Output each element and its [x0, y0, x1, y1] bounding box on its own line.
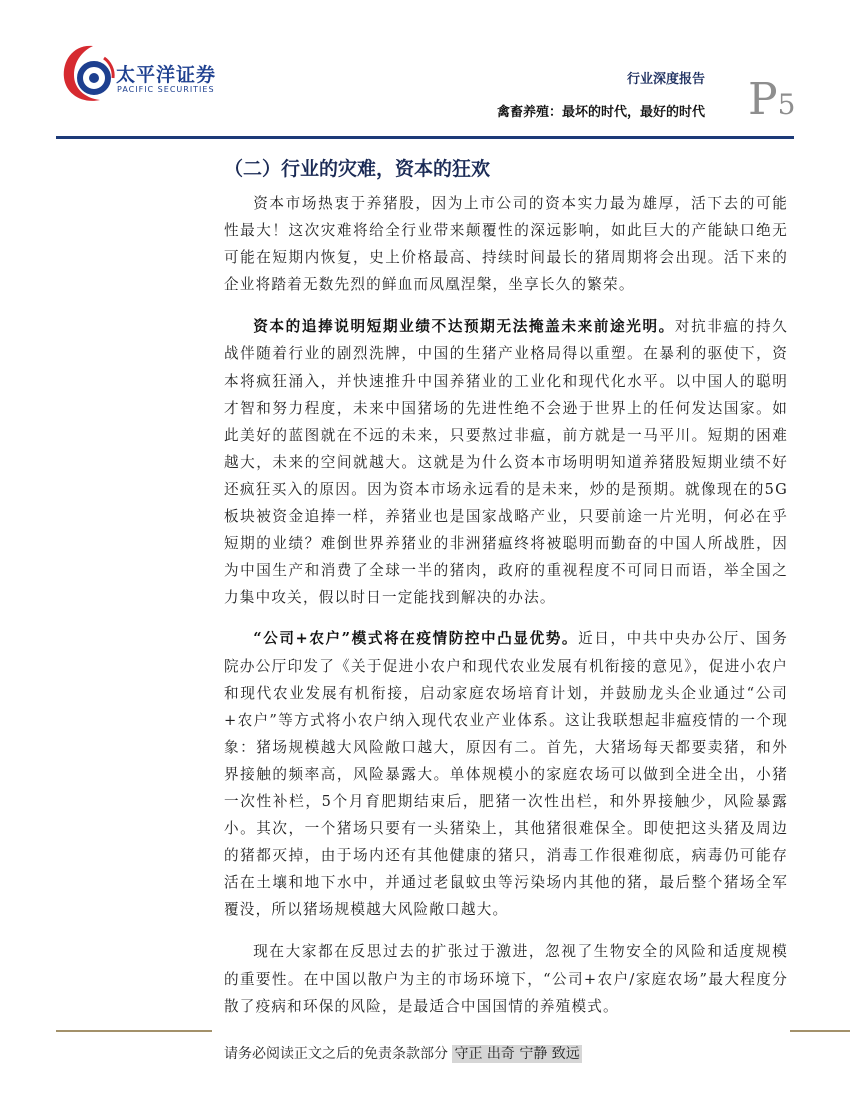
footer-motto: 守正 出奇 宁静 致远 — [454, 1046, 580, 1062]
page-number — [748, 74, 796, 125]
footer-disclaimer: 请务必阅读正文之后的免责条款部分 — [224, 1046, 448, 1062]
page-prefix: P — [748, 74, 778, 125]
paragraph-text: 近日，中共中央办公厅、国务院办公厅印发了《关于促进小农户和现代农业发展有机衔接的意见》，促进小农户和现代农业发展有机衔接，启动家庭农场培育计划，并鼓励龙头企业通过“公司+农户”等方式将小农户纳入现代农业产业体系。这让我联想起非瘟疫情的一个现象：猪场规模越大风险敞口越大，原因有二。首先，大猪场每天都要卖猪，和外界接触的频率高，风险暴露大。单体规模小的家庭农场可以做到全进全出，小猪一次性补栏，5个月育肥期结束后，肥猪一次性出栏，和外界接触少，风险暴露小。其次，一个猪场只要有一头猪染上，其他猪很难保全。即使把这头猪及周边的猪都灭掉，由于场内还有其他健康的猪只，消毒工作很难彻底，病毒仍可能存活在土壤和地下水中，并通过老鼠蚊虫等污染场内其他的猪，最后整个猪场全军覆没，所以猪场规模越大风险敞口越大。 — [224, 630, 789, 919]
brand-name-en: PACIFIC SECURITIES — [117, 85, 215, 94]
report-title: 禽畜养殖：最坏的时代，最好的时代 — [496, 105, 705, 120]
paragraph-text: 现在大家都在反思过去的扩张过于激进，忽视了生物安全的风险和适度规模的重要性。在中国以散户为主的市场环境下，“公司+农户/家庭农场”最大程度分散了疫病和环保的风险，是最适合中国国情的养殖模式。 — [224, 943, 788, 1015]
company-logo — [60, 40, 240, 108]
footer-divider-right — [790, 1030, 850, 1032]
paragraph-text: 对抗非瘟的持久战伴随着行业的剧烈洗牌，中国的生猪产业格局得以重塑。在暴利的驱使下，资本将疯狂涌入，并快速推升中国养猪业的工业化和现代化水平。以中国人的聪明才智和努力程度，未来中国猪场的先进性绝不会逊于世界上的任何发达国家。如此美好的蓝图就在不远的未来，只要熬过非瘟，前方就是一马平川。短期的困难越大，未来的空间就越大。这就是为什么资本市场明明知道养猪股短期业绩不好还疯狂买入的原因。因为资本市场永远看的是未来，炒的是预期。就像现在的5G板块被资金追捧一样，养猪业也是国家战略产业，只要前途一片光明，何必在乎短期的业绩？难倒世界养猪业的非洲猪瘟终将被聪明而勤奋的中国人所战胜，因为中国生产和消费了全球一半的猪肉，政府的重视程度不可同日而语，举全国之力集中攻关，假以时日一定能找到解决的办法。 — [224, 318, 788, 607]
section-title: （二）行业的灾难，资本的狂欢 — [224, 158, 491, 180]
page-number-value: 5 — [777, 88, 796, 121]
body-content — [224, 190, 788, 1020]
paragraph-lead: “公司+农户”模式将在疫情防控中凸显优势。 — [253, 630, 579, 648]
paragraph-lead: 资本的追捧说明短期业绩不达预期无法掩盖未来前途光明。 — [253, 318, 675, 336]
header-divider — [56, 136, 794, 139]
paragraph — [224, 625, 788, 923]
footer-divider-left — [56, 1030, 212, 1032]
report-type: 行业深度报告 — [626, 72, 705, 87]
pacific-securities-logo-icon — [60, 40, 116, 108]
paragraph — [224, 190, 788, 298]
paragraph-text: 资本市场热衷于养猪股，因为上市公司的资本实力最为雄厚，活下去的可能性最大！这次灾难将给全行业带来颠覆性的深远影响，如此巨大的产能缺口绝无可能在短期内恢复，史上价格最高、持续时间最长的猪周期将会出现。活下来的企业将踏着无数先烈的鲜血而凤凰涅槃，坐享长久的繁荣。 — [224, 195, 788, 294]
footer — [224, 1043, 582, 1063]
paragraph — [224, 938, 788, 1019]
paragraph — [224, 313, 788, 611]
brand-name-cn: 太平洋证券 — [116, 64, 217, 86]
